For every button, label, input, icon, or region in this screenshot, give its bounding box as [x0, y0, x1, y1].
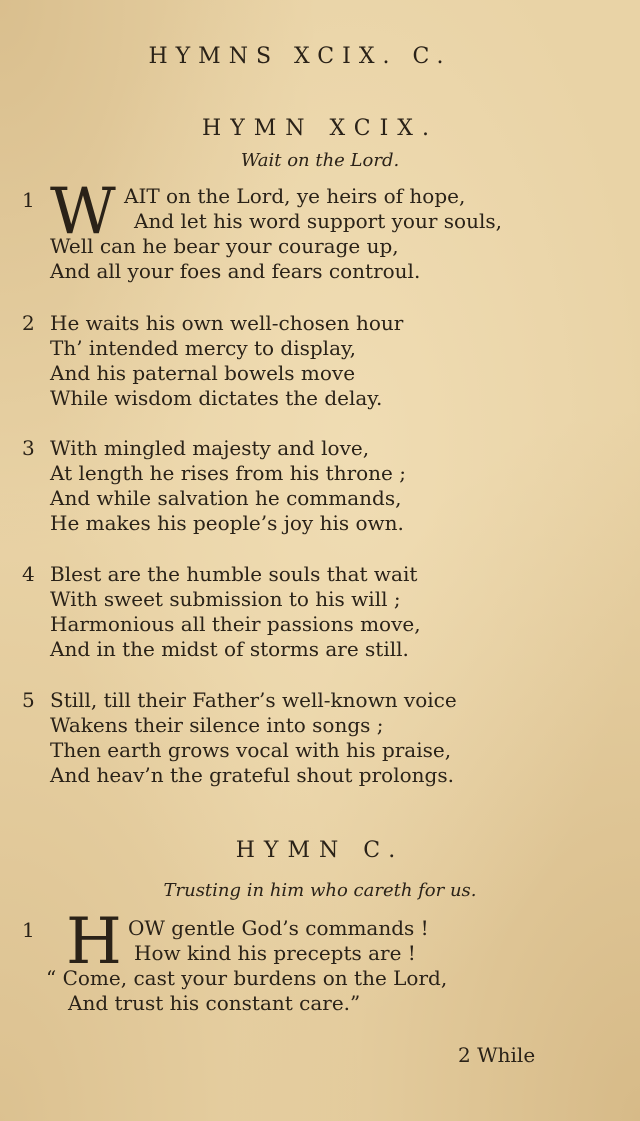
- verse-line: While wisdom dictates the delay.: [50, 386, 383, 410]
- verse-line: And trust his constant care.”: [68, 991, 361, 1015]
- verse-line: With mingled majesty and love,: [50, 436, 370, 460]
- verse-line: Harmonious all their passions move,: [50, 612, 421, 636]
- verse-line: And his paternal bowels move: [50, 361, 356, 385]
- stanza-number: 5: [22, 688, 35, 712]
- verse-line: Blest are the humble souls that wait: [50, 562, 418, 586]
- stanza-number: 1: [22, 188, 35, 212]
- verse-line: At length he rises from his throne ;: [50, 461, 406, 485]
- verse-line: Th’ intended mercy to display,: [50, 336, 357, 360]
- running-head: HYMNS XCIX. C.: [148, 44, 452, 69]
- verse-line: And all your foes and fears controul.: [50, 259, 421, 283]
- verse-line: How kind his precepts are !: [134, 941, 416, 965]
- verse-line: He waits his own well-chosen hour: [50, 311, 404, 335]
- drop-cap: H: [66, 905, 122, 979]
- verse-line: Wakens their silence into songs ;: [50, 713, 384, 737]
- verse-line: With sweet submission to his will ;: [50, 587, 401, 611]
- verse-line: And in the midst of storms are still.: [50, 637, 409, 661]
- stanza-number: 4: [22, 562, 35, 586]
- verse-line: And let his word support your souls,: [134, 209, 502, 233]
- verse-line: AIT on the Lord, ye heirs of hope,: [124, 184, 466, 208]
- drop-cap: W: [50, 175, 116, 249]
- verse-line: Well can he bear your courage up,: [50, 234, 399, 258]
- hymn-title: HYMN XCIX.: [202, 116, 438, 141]
- verse-line: He makes his people’s joy his own.: [50, 511, 404, 535]
- hymn-subtitle: Trusting in him who careth for us.: [163, 880, 477, 901]
- stanza-number: 1: [22, 918, 35, 942]
- catchword: 2 While: [458, 1043, 536, 1067]
- hymn-title: HYMN C.: [235, 838, 405, 863]
- verse-line: And while salvation he commands,: [50, 486, 402, 510]
- verse-line: OW gentle God’s commands !: [128, 916, 429, 940]
- stanza-number: 2: [22, 311, 35, 335]
- verse-line: “ Come, cast your burdens on the Lord,: [46, 966, 448, 990]
- stanza-number: 3: [22, 436, 35, 460]
- verse-line: Then earth grows vocal with his praise,: [50, 738, 452, 762]
- verse-line: And heav’n the grateful shout prolongs.: [50, 763, 454, 787]
- verse-line: Still, till their Father’s well-known voice: [50, 688, 457, 712]
- hymn-subtitle: Wait on the Lord.: [240, 150, 400, 171]
